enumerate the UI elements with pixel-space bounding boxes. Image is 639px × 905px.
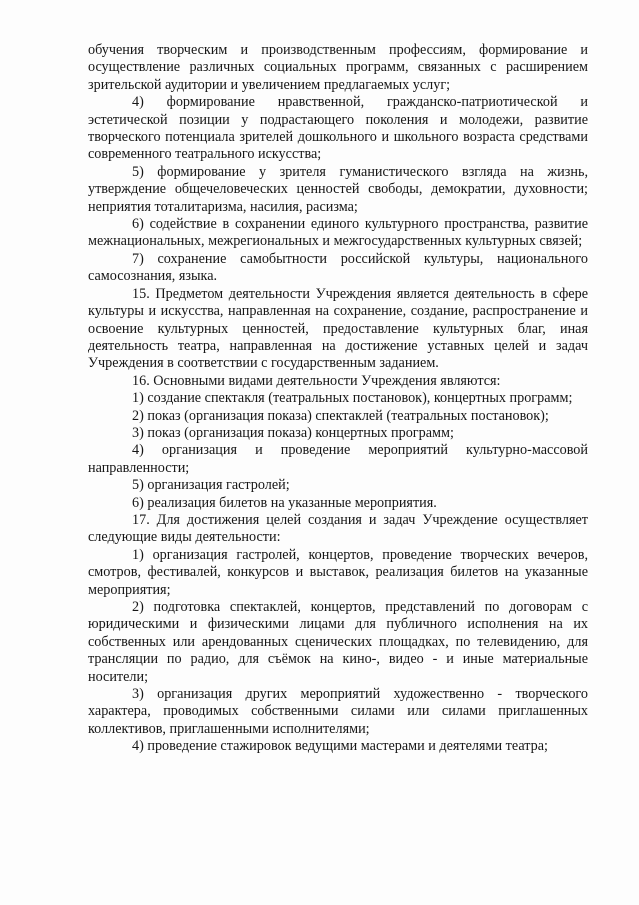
paragraph-3: 6) содействие в сохранении единого культурного пространства, развитие межнациональных, межрегиональных и межгосударственных культурных связей; xyxy=(88,216,588,250)
paragraph-16: 3) организация других мероприятий художественно - творческого характера, проводимых собственными силами или силами приглашенных коллективов, приглашенными исполнителями; xyxy=(88,686,588,737)
paragraph-15: 2) подготовка спектаклей, концертов, представлений по договорам с юридическими и физическими лицами для публичного исполнения на их собственных или арендованных сценических площадках, по телевидению, для трансляции по радио, для съёмок на кино-, видео - и иные материальные носители; xyxy=(88,599,588,685)
paragraph-0: обучения творческим и производственным профессиям, формирование и осуществление различных социальных программ, связанных с расширением зрительской аудитории и увеличением предлагаемых услуг; xyxy=(88,42,588,93)
paragraph-12: 6) реализация билетов на указанные мероприятия. xyxy=(132,494,437,511)
paragraph-11: 5) организация гастролей; xyxy=(132,477,290,494)
paragraph-1: 4) формирование нравственной, гражданско-патриотической и эстетической позиции у подрастающего поколения и молодежи, развитие творческого потенциала зрителей дошкольного и школьного возраста средствами современного театрального искусства; xyxy=(88,94,588,163)
paragraph-7: 1) создание спектакля (театральных постановок), концертных программ; xyxy=(132,390,573,407)
paragraph-10: 4) организация и проведение мероприятий культурно-массовой направленности; xyxy=(88,442,588,476)
paragraph-8: 2) показ (организация показа) спектаклей (театральных постановок); xyxy=(132,407,549,424)
paragraph-9: 3) показ (организация показа) концертных программ; xyxy=(132,424,454,441)
paragraph-4: 7) сохранение самобытности российской культуры, национального самосознания, языка. xyxy=(88,250,588,285)
paragraph-6: 16. Основными видами деятельности Учреждения являются: xyxy=(132,372,501,389)
paragraph-5: 15. Предметом деятельности Учреждения является деятельность в сфере культуры и искусства, направленная на сохранение, создание, распространение и освоение культурных ценностей, предоставление культурных благ, иная деятельность театра, направленная на достижение уставных целей и задач Учреждения в соответствии с государственным заданием. xyxy=(88,285,588,372)
paragraph-14: 1) организация гастролей, концертов, проведение творческих вечеров, смотров, фестивалей, конкурсов и выставок, реализация билетов на указанные мероприятия; xyxy=(88,546,588,598)
document-body xyxy=(88,42,588,756)
paragraph-17: 4) проведение стажировок ведущими мастерами и деятелями театра; xyxy=(132,738,548,755)
paragraph-2: 5) формирование у зрителя гуманистического взгляда на жизнь, утверждение общечеловеческих ценностей свободы, демократии, духовности; неприятия тоталитаризма, насилия, расизма; xyxy=(88,163,588,215)
paragraph-13: 17. Для достижения целей создания и задач Учреждение осуществляет следующие виды деятельности: xyxy=(88,511,588,546)
